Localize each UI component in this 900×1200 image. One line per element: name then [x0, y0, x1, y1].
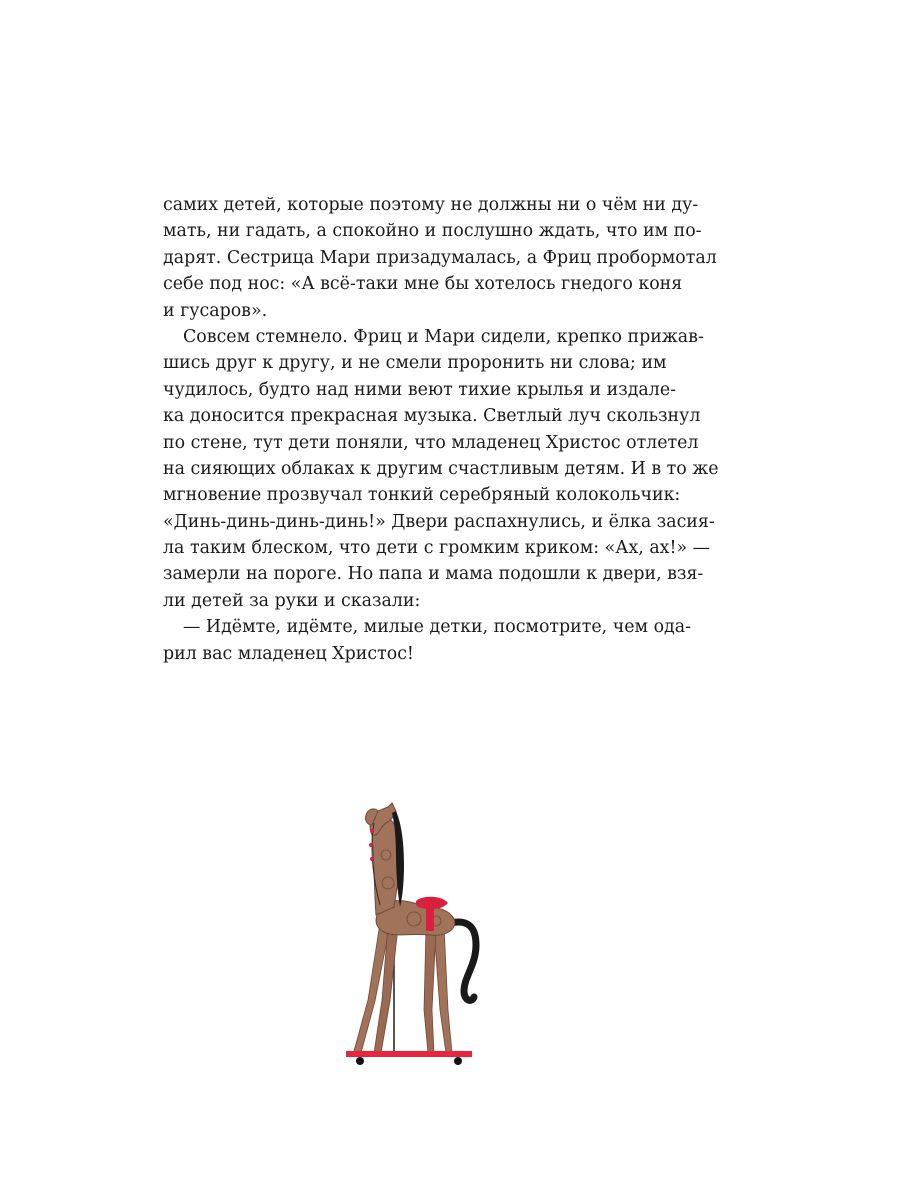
text-line: ла таким блеском, что дети с громким криком: «Ах, ах!» — [163, 538, 711, 559]
text-line: чудилось, будто над ними веют тихие крылья и издале- [163, 379, 677, 400]
text-line: рил вас младенец Христос! [163, 643, 414, 664]
saddle-flap [426, 907, 434, 931]
text-line: Совсем стемнело. Фриц и Мари сидели, крепко прижав- [183, 326, 704, 347]
text-line: по стене, тут дети поняли, что младенец Христос отлетел [163, 432, 699, 453]
text-line: мгновение прозвучал тонкий серебряный колокольчик: [163, 485, 681, 506]
text-line: ка доносится прекрасная музыка. Светлый луч скользнул [163, 406, 701, 427]
text-line: ли детей за руки и сказали: [163, 590, 421, 611]
body-text [163, 192, 719, 667]
text-line: мать, ни гадать, а спокойно и послушно ждать, что им по- [163, 221, 702, 242]
text-line: замерли на пороге. Но папа и мама подошли к двери, взя- [163, 564, 704, 585]
wheel [454, 1057, 462, 1065]
text-line: самих детей, которые поэтому не должны ни о чём ни ду- [163, 195, 699, 215]
rein-bead [370, 857, 374, 861]
toy-horse-illustration [330, 795, 510, 1075]
text-line: и гусаров». [163, 300, 268, 321]
hind-leg [424, 929, 436, 1053]
text-line: на сияющих облаках к другим счастливым детям. И в то же [163, 458, 719, 479]
rein-bead [370, 829, 374, 833]
text-line: шись друг к другу, и не смели проронить ни слова; им [163, 353, 667, 374]
text-line: — Идёмте, идёмте, милые детки, посмотрите, чем ода- [183, 617, 692, 638]
hind-leg [434, 927, 452, 1053]
text-line: себе под нос: «А всё-таки мне бы хотелось гнедого коня [163, 274, 683, 295]
tail [450, 922, 476, 1000]
stand-base [346, 1051, 472, 1057]
text-line: дарят. Сестрица Мари призадумалась, а Фриц пробормотал [163, 247, 717, 268]
wheel [356, 1057, 364, 1065]
rein-bead [369, 843, 373, 847]
text-line: «Динь-динь-динь-динь!» Двери распахнулись, и ёлка засия- [163, 511, 715, 532]
